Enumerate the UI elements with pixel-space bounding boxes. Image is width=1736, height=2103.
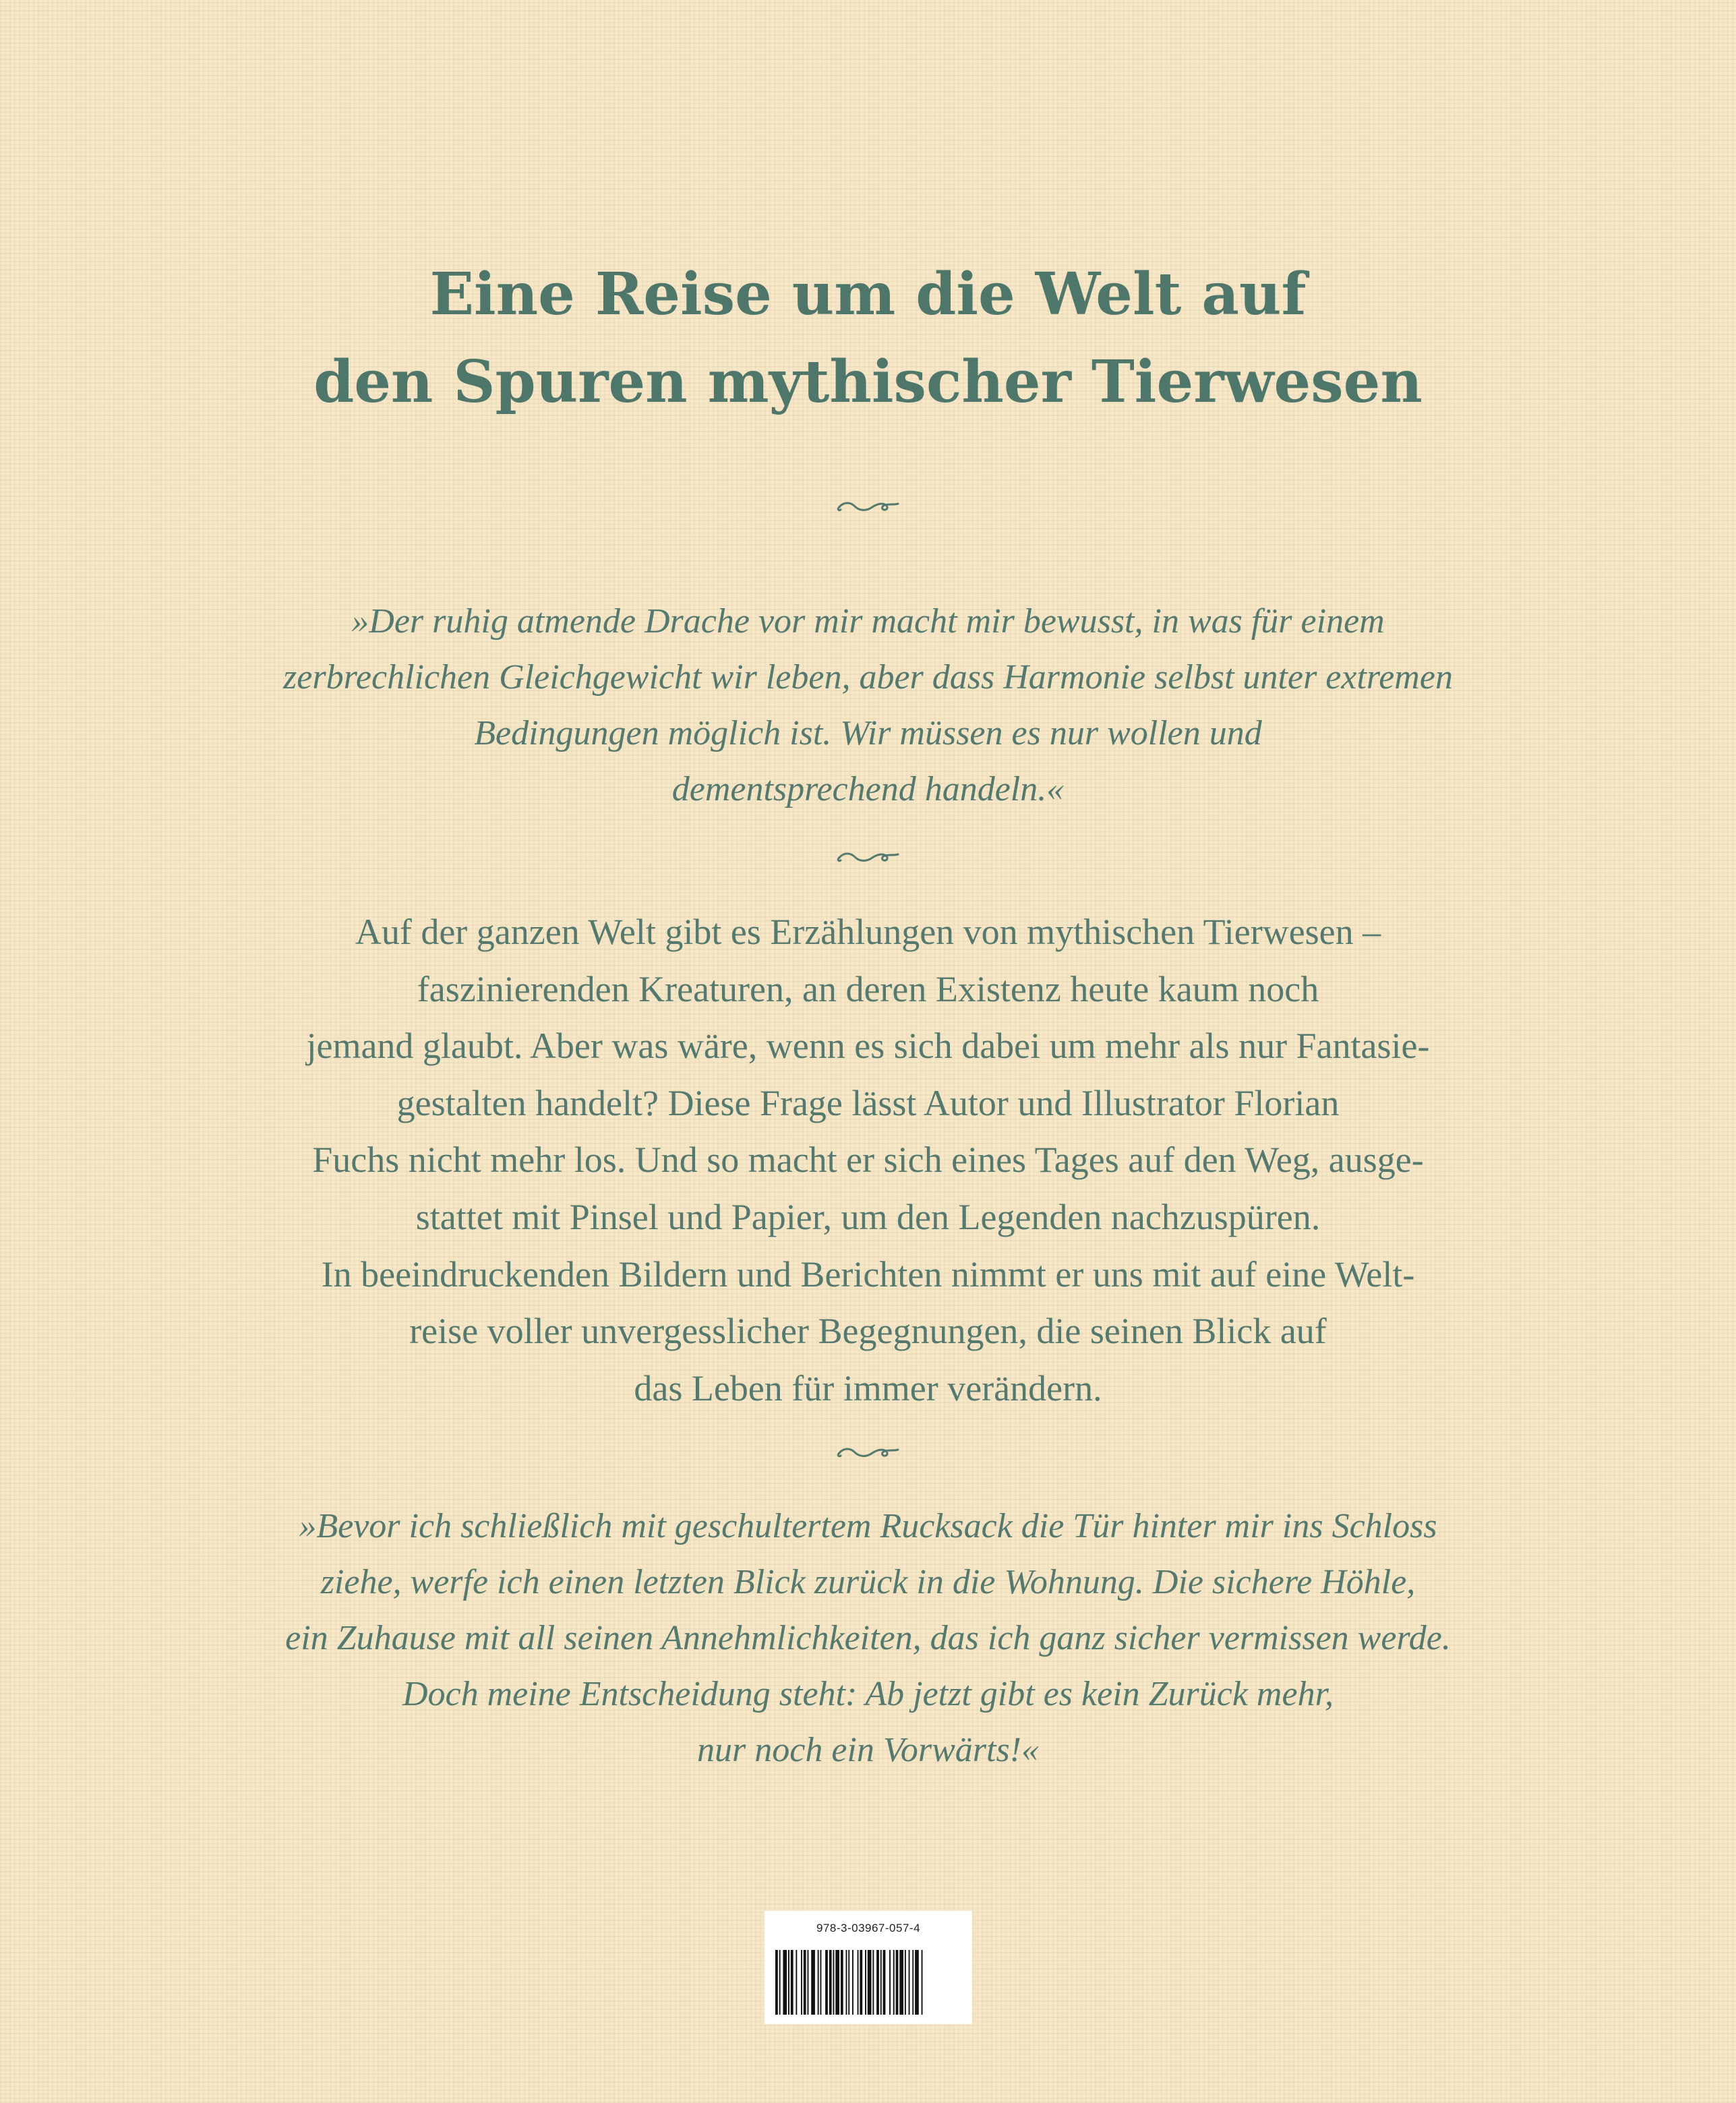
isbn-number: 978-3-03967-057-4 [816, 1922, 921, 1934]
quote-line: nur noch ein Vorwärts!« [697, 1731, 1039, 1769]
quote-line: dementsprechend handeln.« [671, 770, 1065, 808]
barcode-bar [899, 1950, 903, 2015]
barcode-bar [848, 1950, 849, 2015]
quote-line: Doch meine Entscheidung steht: Ab jetzt gibt es kein Zurück mehr, [402, 1675, 1334, 1713]
quote-line: Bedingungen möglich ist. Wir müssen es nur wollen und [474, 714, 1262, 752]
barcode-bar [865, 1950, 866, 2015]
description-line: das Leben für immer verändern. [634, 1367, 1102, 1409]
barcode-bar [860, 1950, 862, 2015]
barcode-bar [818, 1950, 819, 2015]
description-line: In beeindruckenden Bildern und Berichten nimmt er uns mit auf eine Welt- [321, 1253, 1415, 1295]
barcode-bar [801, 1950, 802, 2015]
barcode-bar [835, 1950, 839, 2015]
quote-line: ziehe, werfe ich einen letzten Blick zurück in die Wohnung. Die sichere Höhle, [320, 1563, 1416, 1601]
barcode-bar [893, 1950, 895, 2015]
barcode-bar [833, 1950, 835, 2015]
barcode-bar [820, 1950, 822, 2015]
barcode-bar [868, 1950, 872, 2015]
barcode-bar [804, 1950, 806, 2015]
description-line: stattet mit Pinsel und Papier, um den Legenden nachzuspüren. [415, 1196, 1321, 1237]
barcode-bar [775, 1950, 778, 2015]
barcode-icon [775, 1950, 961, 2015]
barcode-bar [825, 1950, 828, 2015]
barcode-bar [841, 1950, 843, 2015]
barcode-bar [905, 1950, 906, 2015]
barcode-bar [779, 1950, 781, 2015]
quote-dragon [135, 593, 1601, 817]
barcode-bar [876, 1950, 879, 2015]
quote-departure [135, 1498, 1601, 1778]
barcode-bar [796, 1950, 797, 2015]
barcode-bar [909, 1950, 910, 2015]
barcode-bar [896, 1950, 899, 2015]
barcode-bar [811, 1950, 815, 2015]
barcode-bar [912, 1950, 914, 2015]
description-line: Fuchs nicht mehr los. Und so macht er sich eines Tages auf den Weg, ausge- [312, 1139, 1424, 1181]
cover-headline [0, 251, 1736, 426]
barcode-bar [883, 1950, 886, 2015]
quote-line: »Bevor ich schließlich mit geschultertem Rucksack die Tür hinter mir ins Schloss [299, 1507, 1437, 1545]
description-line: faszinierenden Kreaturen, an deren Existenz heute kaum noch [417, 968, 1319, 1009]
barcode-bar [852, 1950, 854, 2015]
description-line: jemand glaubt. Aber was wäre, wenn es sich dabei um mehr als nur Fantasie- [306, 1026, 1430, 1067]
barcode-label [765, 1911, 972, 2024]
barcode-bar [791, 1950, 794, 2015]
barcode-bar [858, 1950, 859, 2015]
quote-line: ein Zuhause mit all seinen Annehmlichkeiten, das ich ganz sicher vermissen werde. [285, 1619, 1451, 1657]
headline-line-1: Eine Reise um die Welt auf [429, 260, 1307, 328]
swash-ornament-icon [835, 1442, 902, 1462]
swash-ornament-icon [835, 846, 902, 866]
barcode-bar [846, 1950, 847, 2015]
description-line: reise voller unvergesslicher Begegnungen, die seinen Blick auf [409, 1311, 1327, 1352]
quote-line: zerbrechlichen Gleichgewicht wir leben, aber dass Harmonie selbst unter extremen [283, 658, 1453, 697]
barcode-bar [880, 1950, 882, 2015]
barcode-bar [889, 1950, 891, 2015]
barcode-bar [915, 1950, 919, 2015]
barcode-bar [808, 1950, 809, 2015]
book-description [135, 904, 1601, 1417]
quote-line: »Der ruhig atmende Drache vor mir macht mir bewusst, in was für einem [351, 602, 1385, 641]
swash-ornament-icon [835, 496, 902, 516]
barcode-bar [872, 1950, 874, 2015]
headline-line-2: den Spuren mythischer Tierwesen [313, 348, 1423, 416]
description-line: gestalten handelt? Diese Frage lässt Autor und Illustrator Florian [396, 1082, 1340, 1123]
barcode-bar [922, 1950, 923, 2015]
description-line: Auf der ganzen Welt gibt es Erzählungen von mythischen Tierwesen – [355, 912, 1381, 952]
barcode-bar [788, 1950, 789, 2015]
barcode-bar [829, 1950, 832, 2015]
barcode-bar [783, 1950, 787, 2015]
